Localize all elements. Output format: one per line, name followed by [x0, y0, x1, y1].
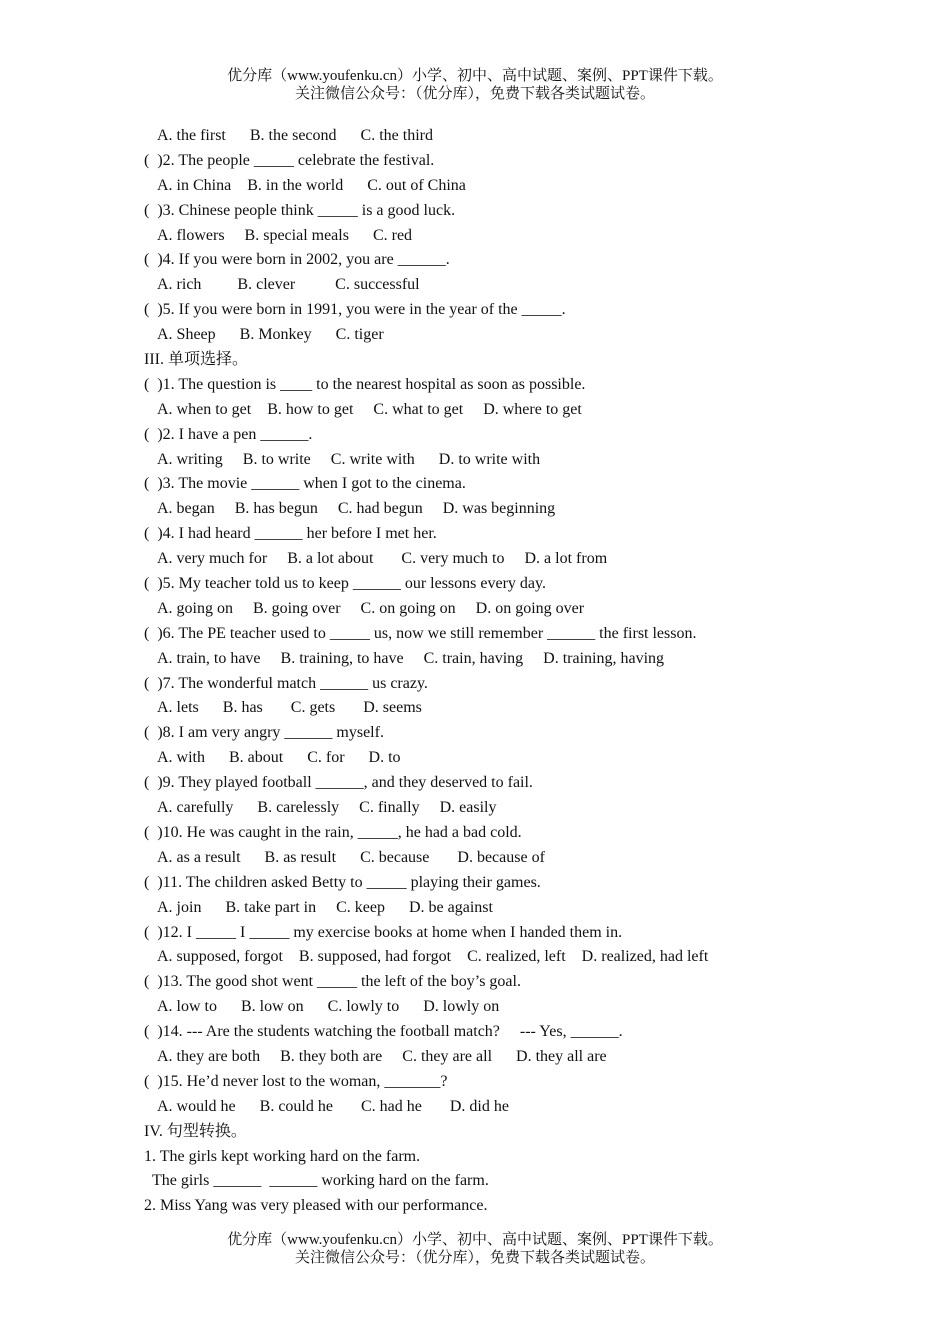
header-line-1: 优分库（www.youfenku.cn）小学、初中、高中试题、案例、PPT课件下载。 [227, 68, 723, 84]
options-line: A. going on B. going over C. on going on D. on going over [157, 599, 585, 617]
options-line: A. when to get B. how to get C. what to get D. where to get [157, 400, 582, 418]
question-line: ( )14. --- Are the students watching the football match? --- Yes, ______. [144, 1023, 623, 1041]
question-line: ( )8. I am very angry ______ myself. [144, 724, 384, 742]
question-line: ( )2. The people _____ celebrate the festival. [144, 151, 435, 169]
page-footer [0, 1231, 950, 1267]
options-line: A. with B. about C. for D. to [157, 749, 401, 767]
options-line: A. would he B. could he C. had he D. did he [157, 1097, 509, 1115]
page-header [0, 67, 950, 103]
options-line: A. supposed, forgot B. supposed, had forgot C. realized, left D. realized, had left [157, 948, 709, 966]
options-line: A. writing B. to write C. write with D. to write with [157, 450, 541, 468]
options-line: A. as a result B. as result C. because D. because of [157, 848, 545, 866]
transform-line: The girls ______ ______ working hard on the farm. [152, 1172, 489, 1190]
question-line: ( )3. Chinese people think _____ is a good luck. [144, 201, 456, 219]
options-line: A. very much for B. a lot about C. very much to D. a lot from [157, 550, 608, 568]
question-line: ( )4. I had heard ______ her before I met her. [144, 525, 437, 543]
question-line: ( )6. The PE teacher used to _____ us, now we still remember ______ the first lesson. [144, 624, 697, 642]
question-line: ( )9. They played football ______, and they deserved to fail. [144, 774, 533, 792]
question-line: ( )15. He’d never lost to the woman, _______? [144, 1072, 448, 1090]
options-line: A. rich B. clever C. successful [157, 276, 420, 294]
question-line: ( )11. The children asked Betty to _____ playing their games. [144, 873, 541, 891]
options-line: A. join B. take part in C. keep D. be against [157, 898, 493, 916]
section-heading: IV. 句型转换。 [144, 1122, 247, 1140]
options-line: A. carefully B. carelessly C. finally D. easily [157, 799, 497, 817]
options-line: A. flowers B. special meals C. red [157, 226, 413, 244]
question-line: 1. The girls kept working hard on the farm. [144, 1147, 421, 1165]
options-line: A. began B. has begun C. had begun D. was beginning [157, 500, 556, 518]
options-line: A. they are both B. they both are C. they are all D. they all are [157, 1047, 607, 1065]
question-line: ( )3. The movie ______ when I got to the cinema. [144, 475, 466, 493]
header-line-2: 关注微信公众号：（优分库），免费下载各类试题试卷。 [294, 86, 655, 102]
question-line: ( )4. If you were born in 2002, you are ______. [144, 251, 450, 269]
question-line: 2. Miss Yang was very pleased with our performance. [144, 1197, 488, 1215]
options-line: A. lets B. has C. gets D. seems [157, 699, 422, 717]
question-line: ( )5. If you were born in 1991, you were in the year of the _____. [144, 301, 566, 319]
question-line: ( )2. I have a pen ______. [144, 425, 313, 443]
question-line: ( )10. He was caught in the rain, _____, he had a bad cold. [144, 823, 522, 841]
worksheet-content [144, 124, 864, 1219]
footer-line-1: 优分库（www.youfenku.cn）小学、初中、高中试题、案例、PPT课件下载。 [227, 1232, 723, 1248]
question-line: ( )13. The good shot went _____ the left of the boy’s goal. [144, 973, 521, 991]
question-line: ( )12. I _____ I _____ my exercise books at home when I handed them in. [144, 923, 623, 941]
options-line: A. low to B. low on C. lowly to D. lowly on [157, 998, 500, 1016]
options-line: A. in China B. in the world C. out of China [157, 176, 466, 194]
options-line: A. Sheep B. Monkey C. tiger [157, 326, 384, 344]
options-line: A. the first B. the second C. the third [157, 127, 433, 144]
question-line: ( )7. The wonderful match ______ us crazy. [144, 674, 428, 692]
question-line: ( )1. The question is ____ to the nearest hospital as soon as possible. [144, 375, 586, 393]
question-line: ( )5. My teacher told us to keep ______ our lessons every day. [144, 575, 546, 593]
options-line: A. train, to have B. training, to have C. train, having D. training, having [157, 649, 665, 667]
footer-line-2: 关注微信公众号：（优分库），免费下载各类试题试卷。 [294, 1250, 655, 1266]
section-heading: III. 单项选择。 [144, 351, 248, 369]
